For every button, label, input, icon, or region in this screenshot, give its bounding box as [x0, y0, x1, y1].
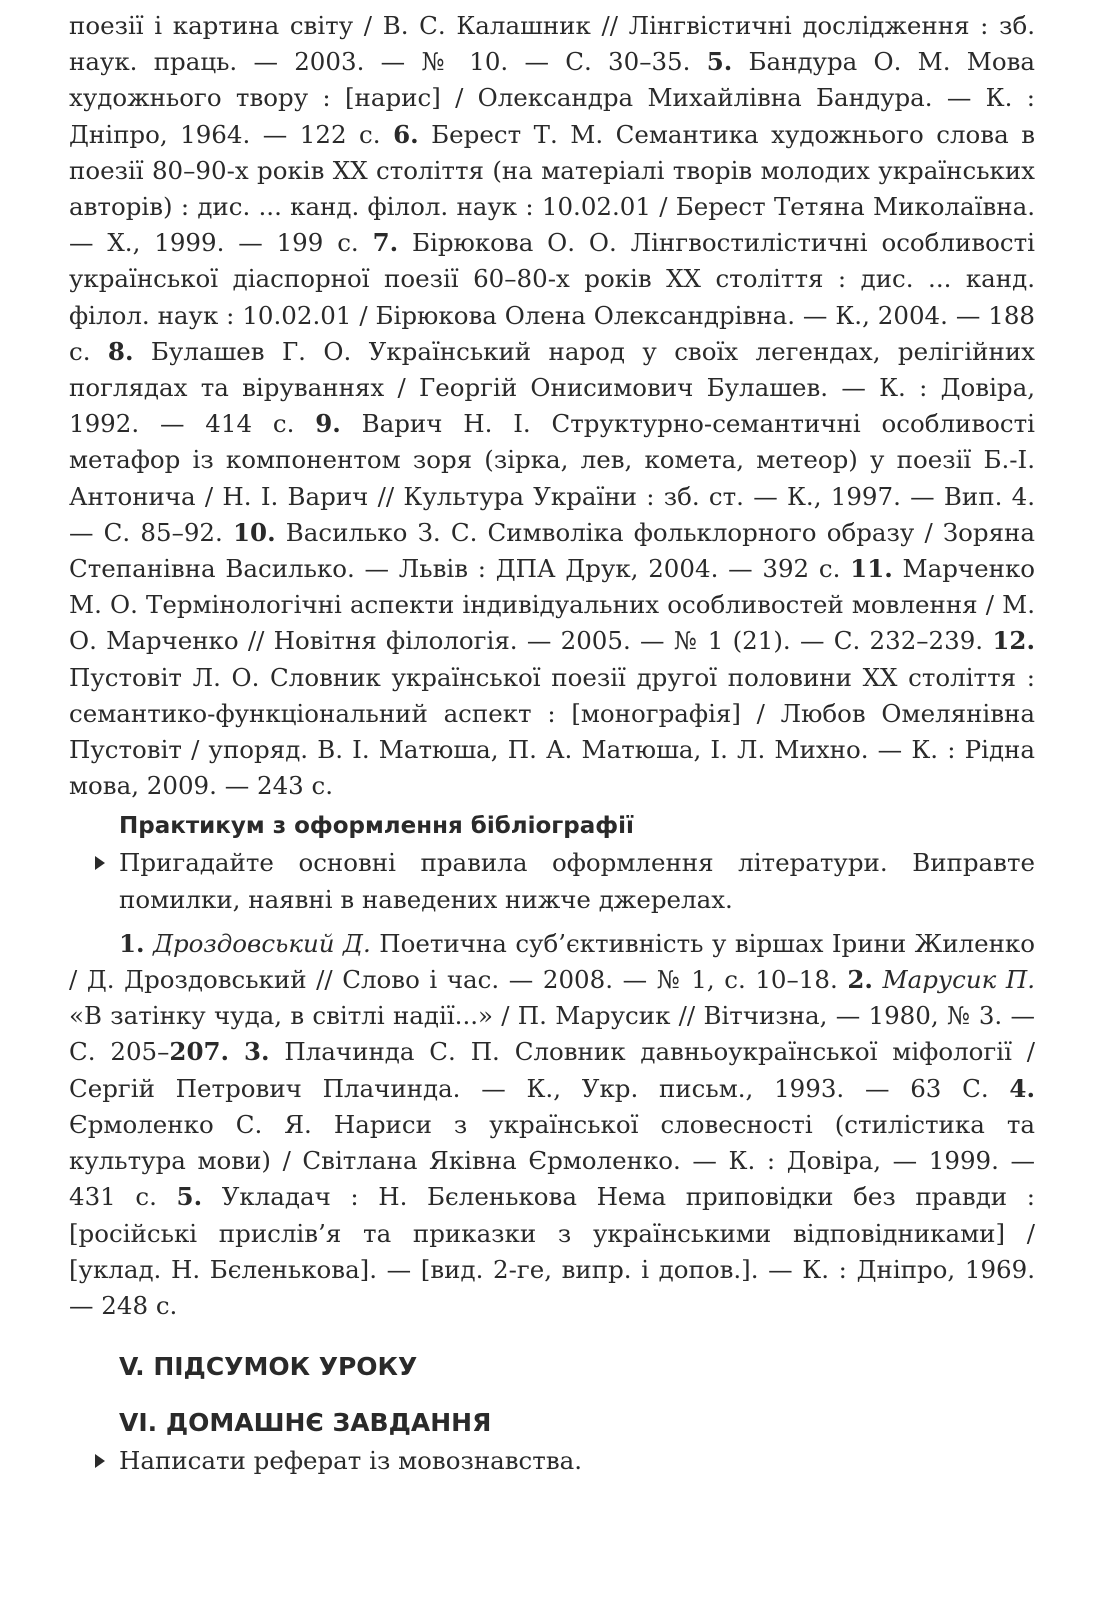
bib-number: 5.	[706, 47, 733, 77]
bib-number: 9.	[315, 409, 341, 439]
exercise-author: Марусик П.	[882, 965, 1035, 995]
bib-text: Бандура О. М. Мова художнього твору : [нарис] / Олександра Михайлівна Бандура. — К. : Дніпро, 1964. — 122 с.	[69, 47, 1036, 149]
exercise-number: 3.	[243, 1037, 270, 1067]
exercise-text: Укладач : Н. Бєленькова Нема приповідки без правди : [російські прислів’я та приказки з українськими відповідниками] / [уклад. Н. Бєленькова]. — [вид. 2-ге, випр. і допов.]. — К. : Дніпро, 1969. — 248 с.	[69, 1182, 1036, 1320]
homework-task	[95, 1443, 1035, 1479]
bib-text: поезії і картина світу / В. С. Калашник // Лінгвістичні дослідження : зб. наук. праць. — 2003. — № 10. — С. 30–35.	[69, 11, 1035, 77]
bib-number: 11.	[850, 554, 893, 584]
triangle-bullet-icon	[95, 845, 119, 870]
bib-text: Варич Н. І. Структурно-семантичні особливості метафор із компонентом зоря (зірка, лев, комета, метеор) у поезії Б.-І. Антонича / Н. І. Варич // Культура України : зб. ст. — К., 1997. — Вип. 4. — С. 85–92.	[69, 409, 1035, 547]
summary-heading: V. ПІДСУМОК УРОКУ	[119, 1352, 418, 1382]
bib-text: Пустовіт Л. О. Словник української поезії другої половини ХХ століття : семантико-функціональний аспект : [монографія] / Любов Омелянівна Пустовіт / упоряд. В. І. Матюша, П. А. Матюша, І. Л. Михно. — К. : Рідна мова, 2009. — 243 с.	[69, 662, 1035, 801]
bibliography-list	[69, 8, 1035, 804]
bib-number: 12.	[992, 626, 1035, 656]
practicum-title: Практикум з оформлення бібліографії	[119, 813, 634, 840]
homework-task-text: Написати реферат із мовознавства.	[119, 1446, 583, 1476]
exercise-text: Поетична суб’єктивність у віршах Ірини Жиленко / Д. Дроздовський // Слово і час. — 2008. — № 1, с. 10–18.	[69, 928, 1035, 995]
homework-heading: VI. ДОМАШНЄ ЗАВДАННЯ	[119, 1408, 492, 1438]
bib-text: Бірюкова О. О. Лінгвостилістичні особливості української діаспорної поезії 60–80-х років ХХ століття : дис. ... канд. філол. наук : 10.02.01 / Бірюкова Олена Олександрівна. — К., 2004. — 188 с.	[69, 228, 1035, 366]
bib-number: 10.	[232, 517, 276, 547]
exercise-text: «В затінку чуда, в світлі надії...» / П. Марусик // Вітчизна, — 1980, № 3. — С. 205–	[69, 1001, 1035, 1067]
exercise-text: Плачинда С. П. Словник давньоукраїнської міфології / Сергій Петрович Плачинда. — К., Укр. письм., 1993. — 63 С.	[69, 1037, 1036, 1103]
triangle-bullet-icon	[95, 1443, 119, 1468]
practicum-task	[95, 845, 1035, 917]
exercise-number: 1.	[119, 928, 145, 958]
bib-number: 8.	[107, 336, 134, 366]
exercise-list	[69, 926, 1035, 1324]
exercise-number: 5.	[176, 1182, 203, 1212]
bib-text: Марченко М. О. Термінологічні аспекти індивідуальних особливостей мовлення / М. О. Марченко // Новітня філологія. — 2005. — № 1 (21). — С. 232–239.	[69, 554, 1036, 656]
exercise-number: 4.	[1009, 1073, 1035, 1103]
exercise-bold-fragment: 207.	[169, 1037, 230, 1067]
textbook-page	[69, 8, 1035, 1479]
bib-text: Булашев Г. О. Український народ у своїх легендах, релігійних поглядах та віруваннях / Георгій Онисимович Булашев. — К. : Довіра, 1992. — 414 с.	[69, 336, 1035, 439]
exercise-number: 2.	[847, 965, 873, 995]
bib-number: 6.	[393, 119, 419, 149]
exercise-author: Дроздовський Д.	[153, 928, 371, 958]
bib-text: Василько З. С. Символіка фольклорного образу / Зоряна Степанівна Василько. — Львів : ДПА Друк, 2004. — 392 с.	[69, 517, 1035, 584]
practicum-task-text: Пригадайте основні правила оформлення літератури. Виправте помилки, наявні в наведених нижче джерелах.	[119, 848, 1035, 914]
exercise-text: Єрмоленко С. Я. Нариси з української словесності (стилістика та культура мови) / Світлана Яківна Єрмоленко. — К. : Довіра, — 1999. — 431 с.	[69, 1109, 1035, 1212]
bib-text: Берест Т. М. Семантика художнього слова в поезії 80–90-х років ХХ століття (на матеріалі творів молодих українських авторів) : дис. ... канд. філол. наук : 10.02.01 / Берест Тетяна Миколаївна. — Х., 1999. — 199 с.	[69, 119, 1036, 258]
bib-number: 7.	[372, 228, 399, 258]
